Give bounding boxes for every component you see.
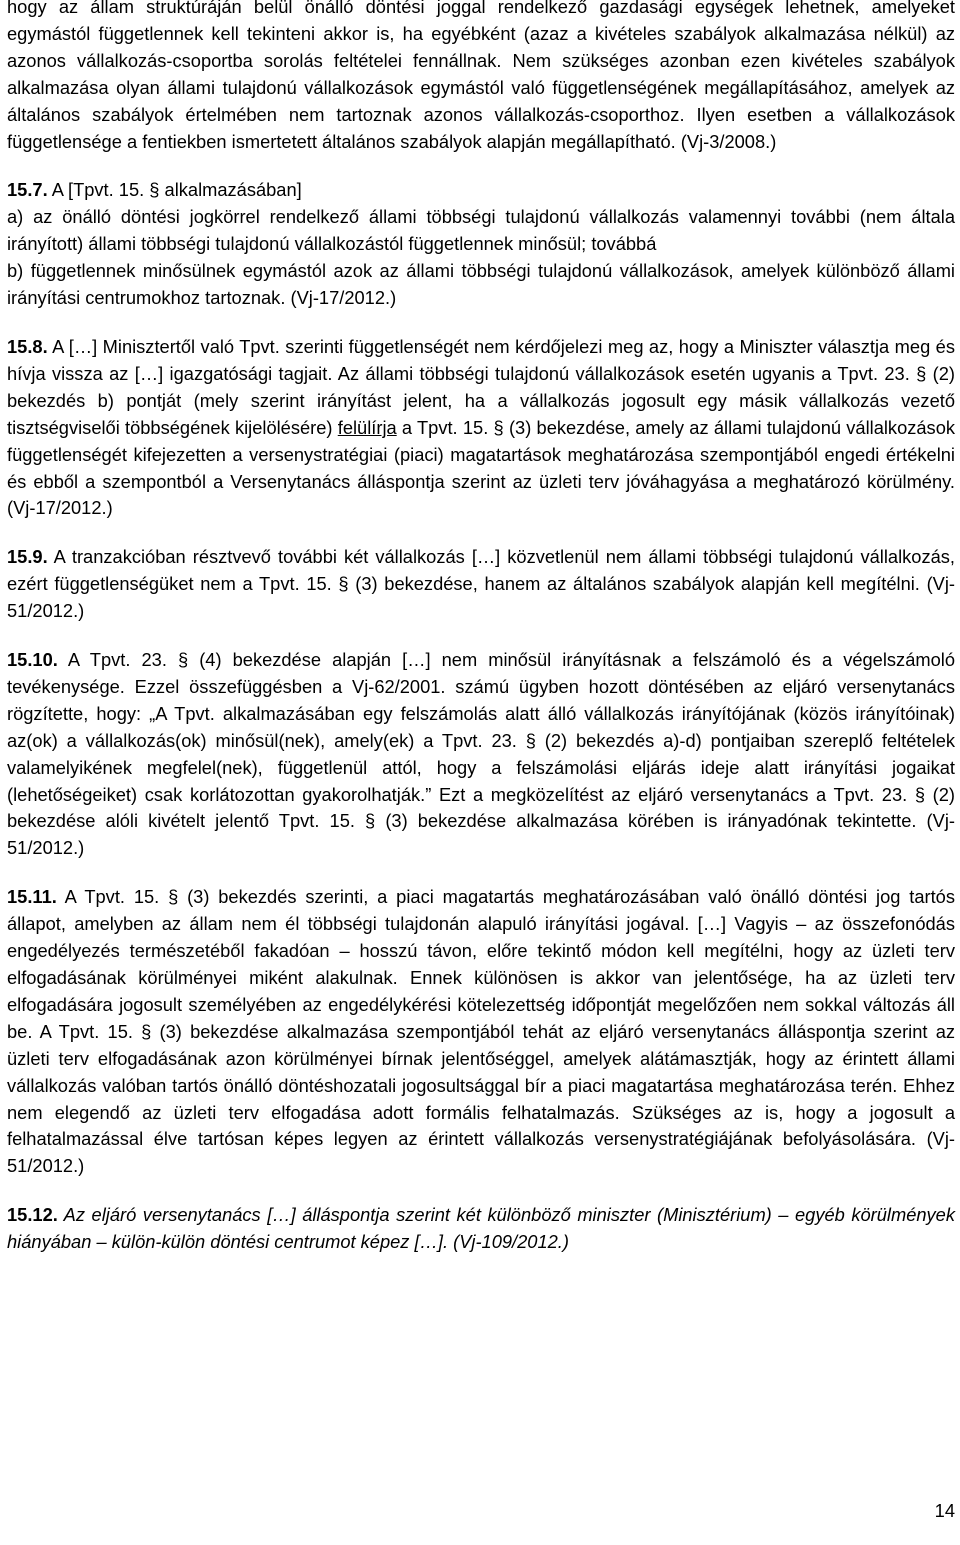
paragraph-15-8 xyxy=(7,334,955,522)
paragraph-continuation xyxy=(7,0,955,155)
paragraph-text: A Tpvt. 23. § (4) bekezdése alapján […] nem minősül irányításnak a felszámoló és a végelszámoló tevékenysége. Ezzel összefüggésben a Vj-62/2001. számú ügyben hozott döntésében az eljáró versenytanács rögzítette, hogy: „A Tpvt. alkalmazásában egy felszámolás alatt álló vállalkozás irányítójának (közös irányítóinak) az(ok) a vállalkozás(ok) minősül(nek), amely(ek) a Tpvt. 23. § (2) bekezdés a)-d) pontjaiban szereplő feltételek valamelyikének megfelel(nek), függetlenül attól, hogy a felszámolási eljárás ideje alatt irányítási jogaikat (lehetőségeiket) csak korlátozottan gyakorolhatják.” Ezt a megközelítést az eljáró versenytanács a Tpvt. 23. § (2) bekezdése alóli kivételt jelentő Tpvt. 15. § (3) bekezdése alkalmazása körében is irányadónak tekintette. (Vj-51/2012.) xyxy=(7,649,955,859)
paragraph-15-12 xyxy=(7,1202,955,1256)
paragraph-number: 15.8. xyxy=(7,335,48,357)
paragraph-15-10 xyxy=(7,647,955,862)
paragraph-number: 15.11. xyxy=(7,886,57,908)
paragraph-text: A […] Minisztertől való Tpvt. szerinti függetlenségét nem kérdőjelezi meg az, hogy a Miniszter választja meg és hívja vissza az […] igazgatósági tagjait. Az állami többségi tulajdonú vállalkozások esetén ugyanis a Tpvt. 23. § (2) bekezdés b) pontját (mely szerint irányítást jelent, ha a vállalkozás jogosult egy másik vállalkozás vezető tisztségviselői többségének kijelölésére) xyxy=(7,335,955,438)
paragraph-number: 15.7. xyxy=(7,179,48,201)
page-number: 14 xyxy=(934,1500,955,1521)
paragraph-15-11 xyxy=(7,884,955,1180)
paragraph-number: 15.10. xyxy=(7,649,58,671)
paragraph-text: hogy az állam struktúráján belül önálló döntési joggal rendelkező gazdasági egységek lehetnek, amelyeket egymástól függetlennek kell tekinteni akkor is, ha egyébként (azaz a kivételes szabályok alkalmazása nélkül) az azonos vállalkozás-csoportba sorolás feltételei fennállnak. Nem szükséges azonban ezen kivételes szabályok alkalmazása olyan állami tulajdonú vállalkozások egymástól való függetlenségének megállapításához, amelyek az általános szabályok értelmében nem tartoznak azonos vállalkozás-csoporthoz. Ilyen esetben a vállalkozások függetlensége a fentiekben ismertetett általános szabályok alapján megállapítható. (Vj-3/2008.) xyxy=(7,0,955,152)
paragraph-text: a) az önálló döntési jogkörrel rendelkező állami többségi tulajdonú vállalkozás valamennyi további (nem általa irányított) állami többségi tulajdonú vállalkozástól függetlennek minősül; továbbá xyxy=(7,206,955,255)
document-body xyxy=(7,0,955,1278)
paragraph-text: Az eljáró versenytanács […] álláspontja szerint két különböző miniszter (Minisztérium) – egyéb körülmények hiányában – külön-külön döntési centrumot képez […]. (Vj-109/2012.) xyxy=(7,1204,955,1253)
paragraph-15-7 xyxy=(7,177,955,312)
paragraph-number: 15.12. xyxy=(7,1204,58,1226)
paragraph-text: A Tpvt. 15. § (3) bekezdés szerinti, a piaci magatartás meghatározásában való önálló döntési jog tartós állapot, amelyben az állam nem él többségi tulajdonán alapuló irányítási jogával. […] Vagyis – az összefonódás engedélyezés természetéből fakadóan – hosszú távon, előre tekintő módon kell megítélni, hogy az üzleti terv elfogadásának körülményei miként alakulnak. Ennek különösen is akkor van jelentősége, ha az üzleti terv elfogadására jogosult személyében az engedélykérési kötelezettség időpontját megelőzően nem sokkal változás áll be. A Tpvt. 15. § (3) bekezdése alkalmazása szempontjából tehát az eljáró versenytanács álláspontja szerint az üzleti terv elfogadásának azon körülményei bírnak jelentőséggel, amelyek alátámasztják, hogy az érintett állami vállalkozás valóban tartós önálló döntéshozatali jogosultsággal bír a piaci magatartása meghatározása terén. Ehhez nem elegendő az üzleti terv elfogadása adott formális felhatalmazás. Szükséges az is, hogy a jogosult a felhatalmazással élve tartósan képes legyen az érintett vállalkozás versenystratégiájának befolyásolására. (Vj-51/2012.) xyxy=(7,886,955,1177)
paragraph-text: A tranzakcióban résztvevő további két vállalkozás […] közvetlenül nem állami többségi tulajdonú vállalkozás, ezért függetlenségüket nem a Tpvt. 15. § (3) bekezdése, hanem az általános szabályok alapján kell megítélni. (Vj-51/2012.) xyxy=(7,546,955,622)
paragraph-text: A [Tpvt. 15. § alkalmazásában] xyxy=(47,179,302,201)
paragraph-text: a Tpvt. 15. § (3) bekezdése, amely az állami tulajdonú vállalkozások függetlenségét kifejezetten a versenystratégiai (piaci) magatartások meghatározása szempontjából engedi értékelni és ebből a szempontból a Versenytanács álláspontja szerint az üzleti terv jóváhagyása a meghatározó körülmény. (Vj-17/2012.) xyxy=(7,416,955,519)
paragraph-number: 15.9. xyxy=(7,546,48,568)
underlined-text: felülírja xyxy=(337,416,397,438)
paragraph-text: b) függetlennek minősülnek egymástól azok az állami többségi tulajdonú vállalkozások, amelyek különböző állami irányítási centrumokhoz tartoznak. (Vj-17/2012.) xyxy=(7,260,955,309)
paragraph-15-9 xyxy=(7,544,955,625)
